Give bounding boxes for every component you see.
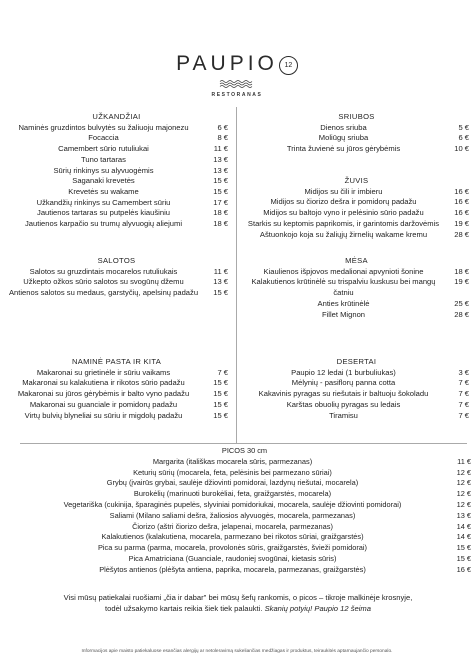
section-title: SALOTOS [97,256,136,265]
item-name: Margarita (itališkas mocarela sūris, parmezanas) [152,456,313,466]
item-price: 7 € [458,378,469,388]
section-pasta [5,357,228,421]
menu-item [18,511,471,522]
item-name: Dienos sriuba [320,122,367,132]
item-price: 19 € [454,277,469,287]
item-price: 18 € [454,266,469,276]
item-price: 28 € [454,309,469,319]
item-price: 18 € [213,219,228,229]
section-desertai [244,357,469,421]
menu-item [5,378,228,389]
section-title: SRIUBOS [338,112,375,121]
item-name: Trinta žuvienė su jūros gėrybėmis [286,144,401,154]
menu-item [5,389,228,400]
menu-item [5,133,228,144]
item-price: 13 € [213,277,228,287]
item-name: Salotos su gruzdintais mocarelos rutuliukais [29,266,178,276]
item-name: Saliami (Milano saliami dešra, žaliosios alyvuogės, mocarela, parmezanas) [109,510,356,520]
item-name: Starkis su keptomis paprikomis, ir garintomis daržovėmis [247,218,440,228]
item-name: Pica Amatriciana (Guanciale, raudoniej svogūnai, kietasis sūris) [128,553,337,563]
item-price: 12 € [456,467,471,477]
menu-item [244,208,469,219]
item-name: Paupio 12 ledai (1 burbuliukas) [291,367,396,377]
section-salotos [5,256,228,299]
menu-item [18,457,471,468]
section-title: ŽUVIS [344,176,369,185]
item-name: Midijos su čili ir imbieru [304,186,383,196]
item-price: 13 € [213,165,228,175]
section-title: NAMINĖ PASTA IR KITA [71,357,162,366]
section-title: PICOS 30 cm [221,446,268,455]
menu-item [18,543,471,554]
item-name: Kalakutienos krūtinėlė su trispalviu kuskusu bei mangų čatniu [251,277,436,298]
menu-item [244,310,469,321]
allergen-footer: Informacijos apie maisto patiekaluose esančias alergijų ar netoleravimą sukeliančias medžiagas ir produktus, teiraukitės aptarnaujančio personalo. [81,649,393,654]
item-price: 13 € [213,154,228,164]
logo-wordmark: PAUPIO [176,52,278,75]
menu-item [18,522,471,533]
item-name: Keturių sūrių (mocarela, feta, pelėsinis bei parmezano sūriai) [133,467,332,477]
item-price: 19 € [454,218,469,228]
item-name: Kakavinis pyragas su riešutais ir baltuoju šokoladu [258,389,429,399]
item-price: 11 € [213,266,228,276]
item-name: Naminės gruzdintos bulvytės su žaliuoju majonezu [18,122,189,132]
item-name: Kiaulienos išpjovos medalionai apvynioti šonine [263,266,424,276]
column-divider [236,107,237,443]
item-name: Saganaki krevetės [72,176,135,186]
item-price: 15 € [213,288,228,298]
item-name: Grybų (įvairūs grybai, saulėje džiovinti pomidorai, lazdynų riešutai, mocarela) [106,478,359,488]
item-name: Krevetės su wakame [68,186,139,196]
menu-item [5,123,228,134]
section-picos [18,446,471,576]
item-price: 11 € [457,456,471,466]
menu-item [18,554,471,565]
item-name: Anties krūtinėlė [317,298,370,308]
pizza-divider [20,443,467,444]
menu-item [5,155,228,166]
item-name: Jautienos tartaras su putpelės kiaušiniu [37,208,170,218]
menu-item [244,133,469,144]
item-price: 16 € [454,197,469,207]
menu-item [244,197,469,208]
menu-item [5,400,228,411]
menu-item [18,489,471,500]
item-name: Midijos su čiorizo dešra ir pomidorų padažu [270,197,417,207]
section-mesa [244,256,469,320]
item-name: Karštas obuolių pyragas su ledais [286,399,401,409]
item-price: 28 € [454,229,469,239]
item-name: Makaronai su jūros gėrybėmis ir balto vyno padažu [17,389,190,399]
item-price: 6 € [217,122,228,132]
menu-item [5,288,228,299]
item-price: 15 € [213,176,228,186]
item-name: Užkandžių rinkinys su Camembert sūriu [36,197,171,207]
menu-item [18,478,471,489]
menu-item [18,565,471,576]
menu-item [244,267,469,278]
item-price: 14 € [456,521,471,531]
item-price: 10 € [454,144,469,154]
menu-item [5,277,228,288]
menu-item [5,166,228,177]
item-price: 16 € [454,186,469,196]
section-title: MĖSA [345,256,368,265]
menu-item [244,378,469,389]
item-price: 11 € [213,144,228,154]
item-name: Tuno tartaras [81,154,126,164]
item-price: 16 € [456,564,471,574]
item-name: Jautienos karpačio su trumų alyvuogių aliejumi [24,219,183,229]
menu-item [5,187,228,198]
logo-number-badge: 12 [279,56,298,75]
item-price: 15 € [456,543,471,553]
item-price: 13 € [456,510,471,520]
item-price: 5 € [458,122,469,132]
item-name: Tiramisu [329,410,358,420]
item-price: 8 € [217,133,228,143]
menu-item [18,500,471,511]
menu-item [5,208,228,219]
menu-item [18,468,471,479]
menu-item [5,144,228,155]
item-price: 12 € [456,478,471,488]
item-name: Aštuonkojo koja su žaliųjų žirnelių wakame kremu [259,229,428,239]
menu-item [244,277,469,298]
item-name: Camembert sūrio rutuliukai [58,144,149,154]
menu-item [244,389,469,400]
section-zuvis [244,176,469,240]
item-price: 7 € [458,389,469,399]
menu-item [244,400,469,411]
item-price: 3 € [458,367,469,377]
item-name: Antienos salotos su medaus, garstyčių, apelsinų padažu [8,288,199,298]
menu-item [244,230,469,241]
logo-subtitle: RESTORANAS [211,92,263,98]
item-price: 15 € [213,378,228,388]
menu-item [244,411,469,422]
item-price: 15 € [213,410,228,420]
item-price: 25 € [454,298,469,308]
item-price: 18 € [213,208,228,218]
menu-item [5,267,228,278]
item-name: Kalakutienos (kalakutiena, mocarela, parmezano bei rikotos sūriai, graižgarstės) [101,532,364,542]
item-price: 12 € [456,489,471,499]
item-name: Makaronai su grietinėle ir sūriu vaikams [36,367,171,377]
item-name: Sūrių rinkinys su alyvuogėmis [53,165,154,175]
item-price: 15 € [213,186,228,196]
item-name: Focaccia [88,133,119,143]
item-price: 16 € [454,208,469,218]
menu-item [244,368,469,379]
menu-item [5,411,228,422]
item-price: 15 € [456,553,471,563]
menu-item [244,187,469,198]
menu-item [5,368,228,379]
logo [0,52,474,76]
menu-item [5,219,228,230]
waves-icon [219,79,255,88]
section-uzkandziai [5,112,228,230]
item-name: Moliūgų sriuba [318,133,369,143]
item-name: Pica su parma (parma, mocarela, provolonės sūris, graižgarstės, švieži pomidorai) [97,543,368,553]
closing-signature: Skanių potyių! Paupio 12 šeima [264,604,371,613]
item-price: 7 € [458,410,469,420]
menu-item [244,299,469,310]
item-name: Užkepto ožkos sūrio salotos su svogūnų džemu [23,277,184,287]
item-price: 14 € [456,532,471,542]
item-name: Midijos su baltojo vyno ir pelėsinio sūrio padažu [263,208,424,218]
item-name: Čiorizo (aštri čiorizo dešra, jelapenai, mocarela, parmezanas) [132,521,333,531]
section-title: DESERTAI [336,357,377,366]
menu-item [5,176,228,187]
item-name: Makaronai su kalakutiena ir rikotos sūrio padažu [22,378,185,388]
item-name: Fillet Mignon [321,309,366,319]
item-price: 15 € [213,389,228,399]
item-name: Plėšytos antienos (plėšyta antiena, paprika, mocarela, parmezanas, graižgarstės) [99,564,366,574]
section-sriubos [244,112,469,155]
closing-text: Visi mūsų patiekalai ruošiami „čia ir dabar" bei mūsų šefų rankomis, o picos – tikroje malkinėje krosnyje, todėl užsakymo kartais reikia šiek tiek palaukti. [63,593,413,613]
section-title: UŽKANDŽIAI [92,112,141,121]
menu-item [244,144,469,155]
item-price: 7 € [217,367,228,377]
item-price: 6 € [458,133,469,143]
item-price: 12 € [456,499,471,509]
item-name: Makaronai su guanciale ir pomidorų padažu [29,399,178,409]
item-name: Mėlynių - pasiflorų panna cotta [291,378,396,388]
item-name: Virtų bulvių blyneliai su sūriu ir migdolų padažu [24,410,183,420]
menu-item [18,532,471,543]
item-name: Burokėlių (marinuoti burokėliai, feta, graižgarstės, mocarela) [133,489,332,499]
menu-item [5,198,228,209]
item-price: 15 € [213,399,228,409]
menu-item [244,123,469,134]
menu-item [244,219,469,230]
closing-note [60,592,416,614]
item-price: 7 € [458,399,469,409]
item-name: Vegetariška (cukinija, šparaginės pupelės, slyviniai pomidoriukai, mocarela, saulėje džiovinti pomidorai) [63,499,402,509]
item-price: 17 € [213,197,228,207]
